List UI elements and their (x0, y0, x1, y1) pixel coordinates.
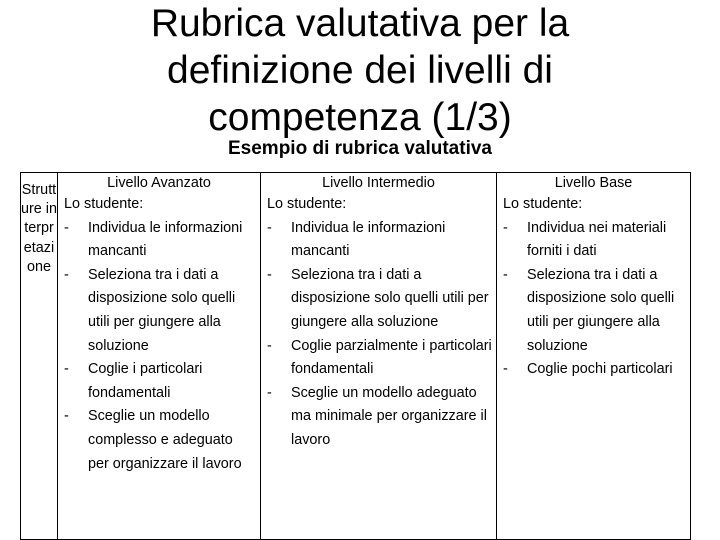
criterion-item (62, 264, 256, 358)
criterion-text: Individua nei materiali forniti i dati (527, 219, 667, 260)
criterion-item (265, 217, 492, 264)
rubric-table (20, 172, 691, 540)
criterion-text: Seleziona tra i dati a disposizione solo quelli utili per giungere alla soluzione (291, 266, 489, 330)
criterion-text: Coglie i particolari fondamentali (88, 361, 203, 401)
criterion-item (501, 264, 686, 358)
criterion-item (62, 358, 256, 405)
bullet-dash: - (64, 219, 69, 236)
bullet-dash: - (503, 219, 508, 236)
bullet-dash: - (64, 361, 69, 378)
criterion-text: Individua le informazioni mancanti (291, 219, 446, 260)
bullet-dash: - (64, 266, 69, 283)
bullet-dash: - (267, 384, 272, 401)
criterion-item (265, 264, 492, 335)
criterion-item (265, 382, 492, 453)
bullet-dash: - (503, 361, 508, 378)
level-cell-avanzato (58, 173, 261, 540)
rubric-row (21, 173, 691, 540)
slide-title: Rubrica valutativa per la definizione dei livelli di competenza (1/3) (150, 2, 570, 139)
criterion-text: Seleziona tra i dati a disposizione solo quelli utili per giungere alla soluzione (88, 266, 236, 354)
row-label: Strutture interpretazione (21, 173, 58, 540)
criterion-item (265, 335, 492, 382)
level-title: Livello Base (554, 175, 633, 191)
level-title: Livello Intermedio (322, 175, 435, 191)
bullet-dash: - (267, 266, 272, 283)
bullet-dash: - (267, 337, 272, 354)
criterion-item (501, 358, 686, 382)
criterion-text: Sceglie un modello complesso e adeguato per organizzare il lavoro (88, 408, 242, 472)
criterion-text: Coglie parzialmente i particolari fondamentali (291, 337, 492, 378)
level-cell-intermedio (261, 173, 497, 540)
criterion-text: Coglie pochi particolari (527, 361, 673, 378)
intro-text: Lo studente: (267, 196, 347, 212)
bullet-dash: - (64, 408, 69, 425)
slide-subtitle: Esempio di rubrica valutativa (228, 138, 492, 159)
bullet-dash: - (503, 266, 508, 283)
level-cell-base (497, 173, 691, 540)
bullet-dash: - (267, 219, 272, 236)
intro-text: Lo studente: (64, 196, 144, 212)
criterion-item (501, 217, 686, 264)
criterion-text: Individua le informazioni mancanti (88, 219, 243, 260)
intro-text: Lo studente: (503, 196, 583, 212)
criterion-item (62, 405, 256, 476)
criterion-item (62, 217, 256, 264)
criterion-text: Seleziona tra i dati a disposizione solo quelli utili per giungere alla soluzione (527, 266, 675, 354)
criterion-text: Sceglie un modello adeguato ma minimale per organizzare il lavoro (291, 384, 487, 448)
level-title: Livello Avanzato (107, 175, 211, 191)
